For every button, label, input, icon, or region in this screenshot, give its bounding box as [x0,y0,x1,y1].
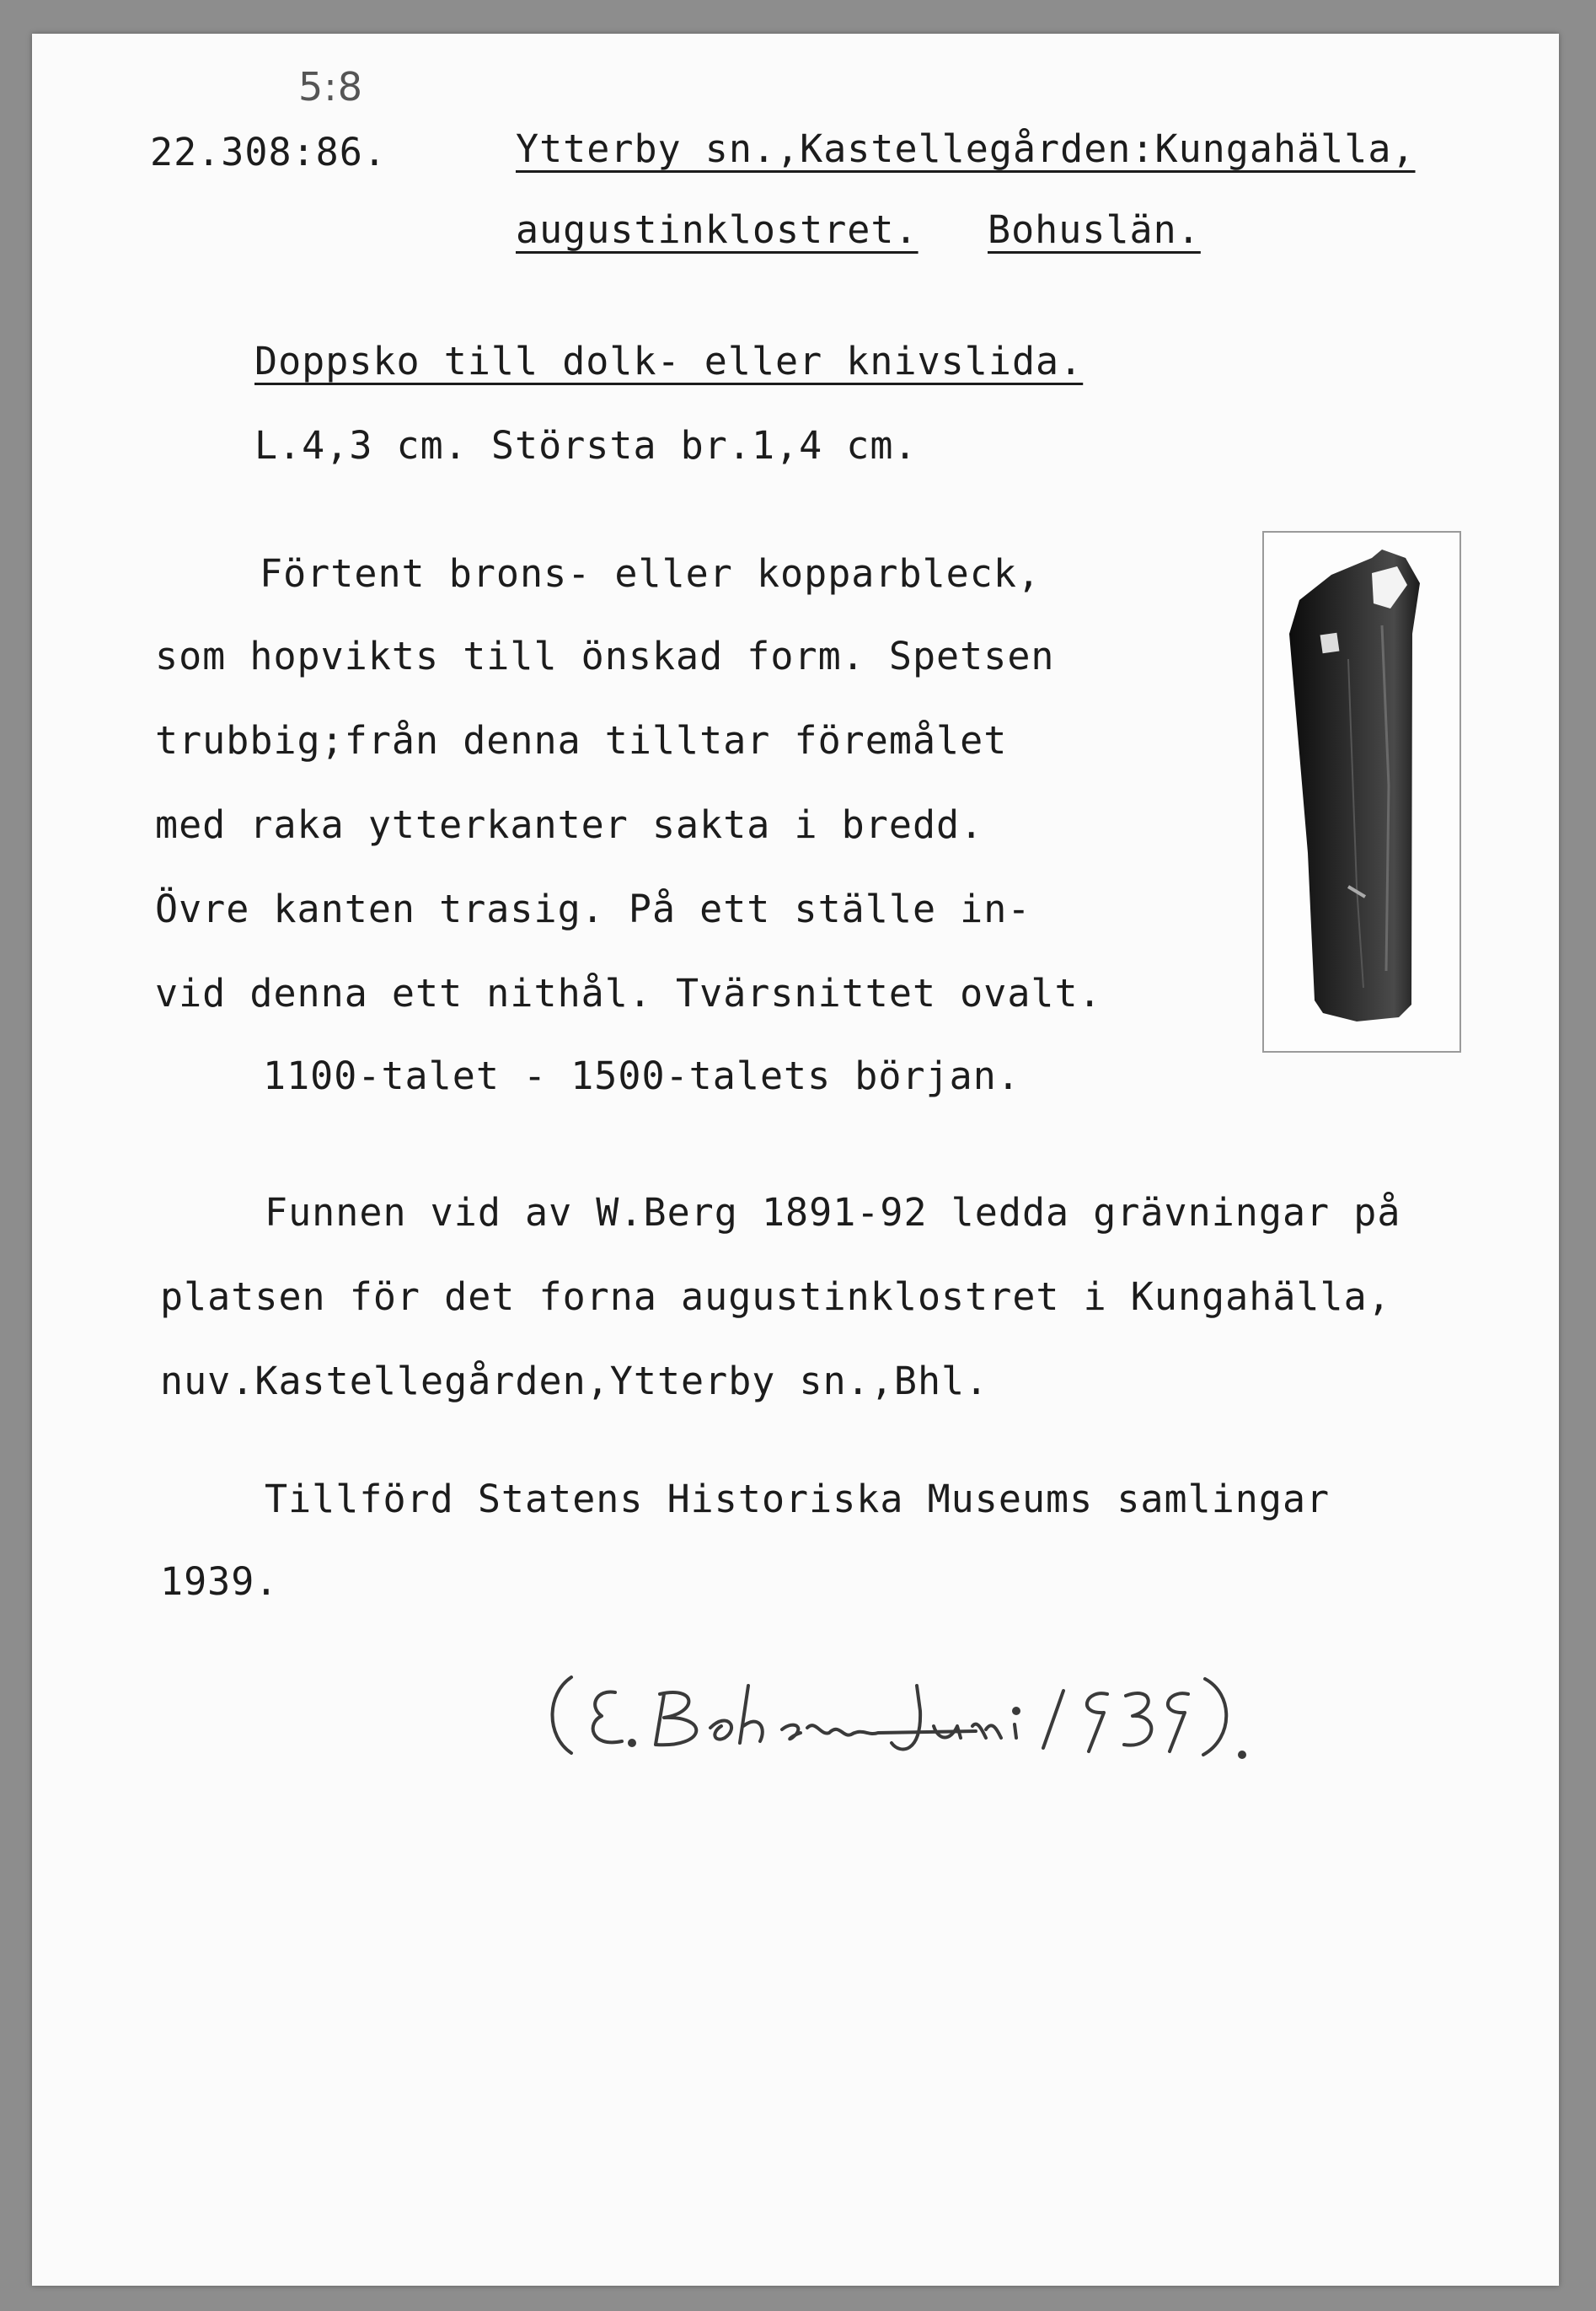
location-line-1: Ytterby sn.,Kastellegården:Kungahälla, [516,126,1416,171]
corner-mark: 5:8 [298,64,364,110]
catalog-card [32,34,1559,2286]
location-line-2-region: Bohuslän. [988,207,1201,252]
acquisition-line: 1939. [160,1559,279,1604]
chape-shape [1289,550,1420,1021]
description-line: vid denna ett nithål. Tvärsnittet ovalt. [155,971,1102,1016]
object-photo [1262,531,1461,1053]
measurements: L.4,3 cm. Största br.1,4 cm. [254,423,918,468]
description-line: Förtent brons- eller kopparbleck, [260,551,1042,596]
handwritten-signature [538,1660,1262,1761]
acquisition-line: Tillförd Statens Historiska Museums samlingar [265,1477,1331,1521]
find-line: nuv.Kastellegården,Ytterby sn.,Bhl. [160,1359,989,1403]
find-line: Funnen vid av W.Berg 1891-92 ledda grävningar på [265,1190,1401,1235]
description-line: som hopvikts till önskad form. Spetsen [155,634,1055,678]
description-line: trubbig;från denna tilltar föremålet [155,718,1008,763]
dating-line: 1100-talet - 1500-talets början. [263,1054,1020,1098]
location-line-2-place: augustinklostret. [516,207,919,252]
object-title: Doppsko till dolk- eller knivslida. [254,339,1084,383]
find-line: platsen för det forna augustinklostret i Kungahälla, [160,1274,1391,1319]
description-line: Övre kanten trasig. På ett ställe in- [155,887,1031,931]
catalog-number: 22.308:86. [150,130,387,174]
description-line: med raka ytterkanter sakta i bredd. [155,802,984,847]
